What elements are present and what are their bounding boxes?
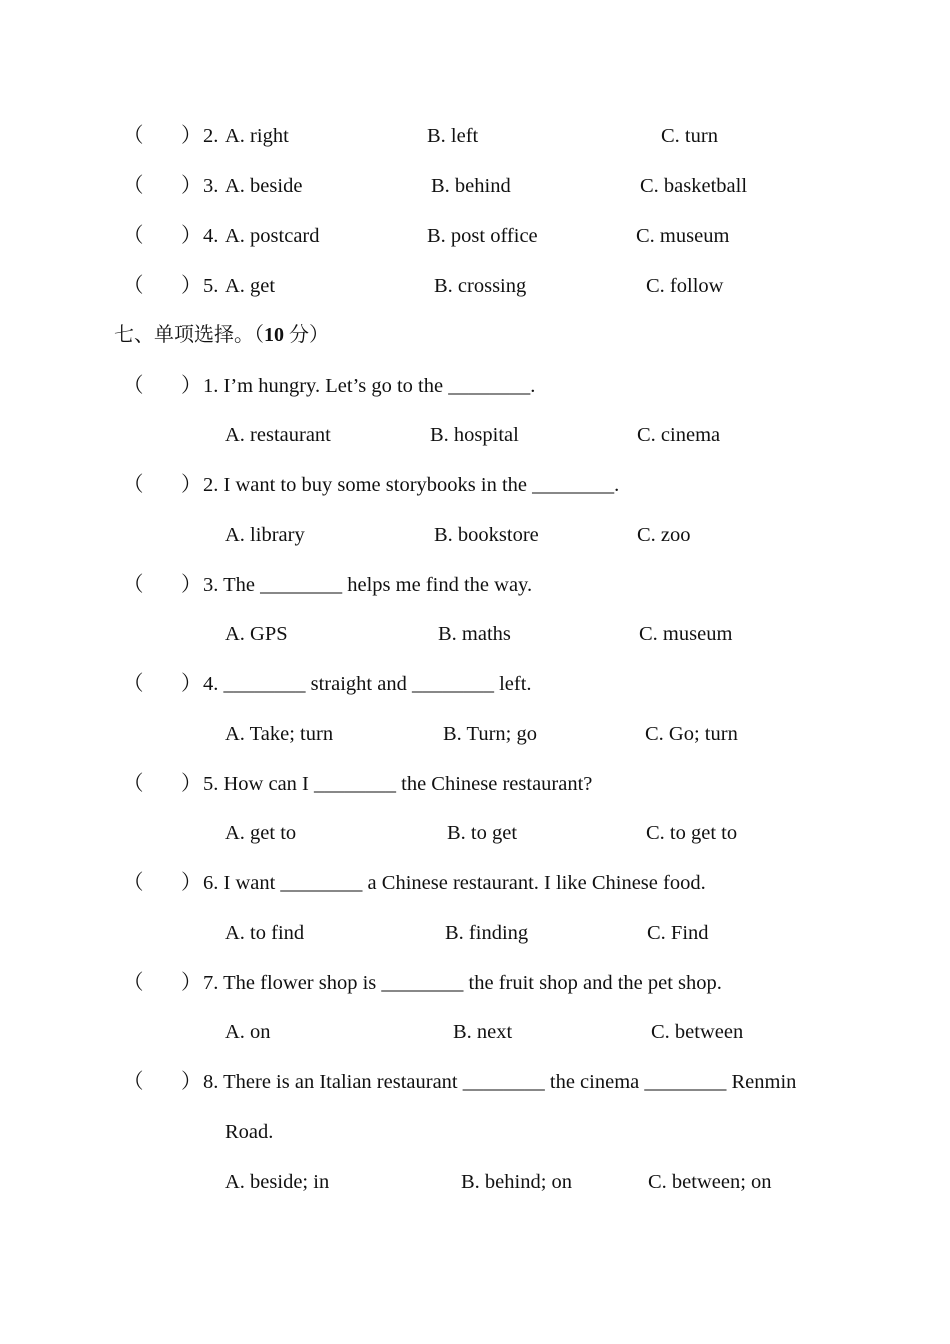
question-stem: 6. I want ________ a Chinese restaurant. I like Chinese food.: [203, 872, 706, 894]
question-stem: 8. There is an Italian restaurant ________ the cinema ________ Renmin: [203, 1071, 797, 1093]
option-b: B. next: [453, 1021, 513, 1043]
option-c: C. Find: [647, 922, 709, 944]
option-c: C. Go; turn: [645, 723, 738, 745]
question-stem-continuation: Road.: [225, 1121, 274, 1143]
option-b: B. behind; on: [461, 1171, 573, 1193]
answer-paren-open: （: [123, 175, 144, 197]
answer-paren-open: （: [123, 872, 144, 894]
answer-paren-close: ）: [181, 972, 202, 994]
option-a: A. beside: [225, 175, 303, 197]
section-title-suffix: 分）: [284, 324, 329, 346]
item-number: 4.: [203, 225, 219, 247]
answer-paren-close: ）: [181, 673, 202, 695]
option-a: A. to find: [225, 922, 305, 944]
answer-paren-open: （: [123, 275, 144, 297]
option-b: B. to get: [447, 822, 518, 844]
option-b: B. crossing: [434, 275, 527, 297]
answer-paren-open: （: [123, 375, 144, 397]
question-stem: 2. I want to buy some storybooks in the ________.: [203, 474, 620, 496]
item-number: 3.: [203, 175, 219, 197]
answer-paren-open: （: [123, 673, 144, 695]
answer-paren-open: （: [123, 972, 144, 994]
option-c: C. museum: [636, 225, 730, 247]
answer-paren-open: （: [123, 474, 144, 496]
answer-paren-open: （: [123, 225, 144, 247]
answer-paren-open: （: [123, 1071, 144, 1093]
option-c: C. follow: [646, 275, 724, 297]
section-points: 10: [264, 324, 284, 346]
option-a: A. right: [225, 125, 289, 147]
option-b: B. hospital: [430, 424, 519, 446]
answer-paren-close: ）: [181, 125, 202, 147]
option-c: C. basketball: [640, 175, 748, 197]
option-a: A. restaurant: [225, 424, 331, 446]
answer-paren-close: ）: [181, 872, 202, 894]
question-stem: 7. The flower shop is ________ the fruit shop and the pet shop.: [203, 972, 722, 994]
option-a: A. get: [225, 275, 276, 297]
option-c: C. museum: [639, 623, 733, 645]
answer-paren-close: ）: [181, 175, 202, 197]
answer-paren-open: （: [123, 574, 144, 596]
option-c: C. turn: [661, 125, 718, 147]
answer-paren-close: ）: [181, 275, 202, 297]
section-seven-title: [114, 322, 329, 348]
answer-paren-close: ）: [181, 375, 202, 397]
option-b: B. finding: [445, 922, 529, 944]
section-title-prefix: 七、单项选择。（: [114, 324, 264, 346]
option-a: A. postcard: [225, 225, 320, 247]
option-a: A. Take; turn: [225, 723, 334, 745]
option-c: C. to get to: [646, 822, 738, 844]
item-number: 5.: [203, 275, 219, 297]
option-c: C. between; on: [648, 1171, 772, 1193]
question-stem: 1. I’m hungry. Let’s go to the ________.: [203, 375, 536, 397]
option-b: B. bookstore: [434, 524, 539, 546]
option-b: B. maths: [438, 623, 511, 645]
question-stem: 4. ________ straight and ________ left.: [203, 673, 532, 695]
option-b: B. left: [427, 125, 479, 147]
answer-paren-close: ）: [181, 574, 202, 596]
option-a: A. GPS: [225, 623, 288, 645]
option-a: A. get to: [225, 822, 297, 844]
option-a: A. library: [225, 524, 305, 546]
answer-paren-close: ）: [181, 1071, 202, 1093]
question-stem: 5. How can I ________ the Chinese restaurant?: [203, 773, 593, 795]
option-b: B. Turn; go: [443, 723, 538, 745]
item-number: 2.: [203, 125, 219, 147]
answer-paren-close: ）: [181, 474, 202, 496]
answer-paren-open: （: [123, 773, 144, 795]
option-c: C. zoo: [637, 524, 691, 546]
question-stem: 3. The ________ helps me find the way.: [203, 574, 533, 596]
answer-paren-open: （: [123, 125, 144, 147]
answer-paren-close: ）: [181, 773, 202, 795]
answer-paren-close: ）: [181, 225, 202, 247]
option-c: C. cinema: [637, 424, 721, 446]
option-b: B. post office: [427, 225, 538, 247]
option-c: C. between: [651, 1021, 744, 1043]
option-a: A. on: [225, 1021, 271, 1043]
option-b: B. behind: [431, 175, 511, 197]
option-a: A. beside; in: [225, 1171, 330, 1193]
